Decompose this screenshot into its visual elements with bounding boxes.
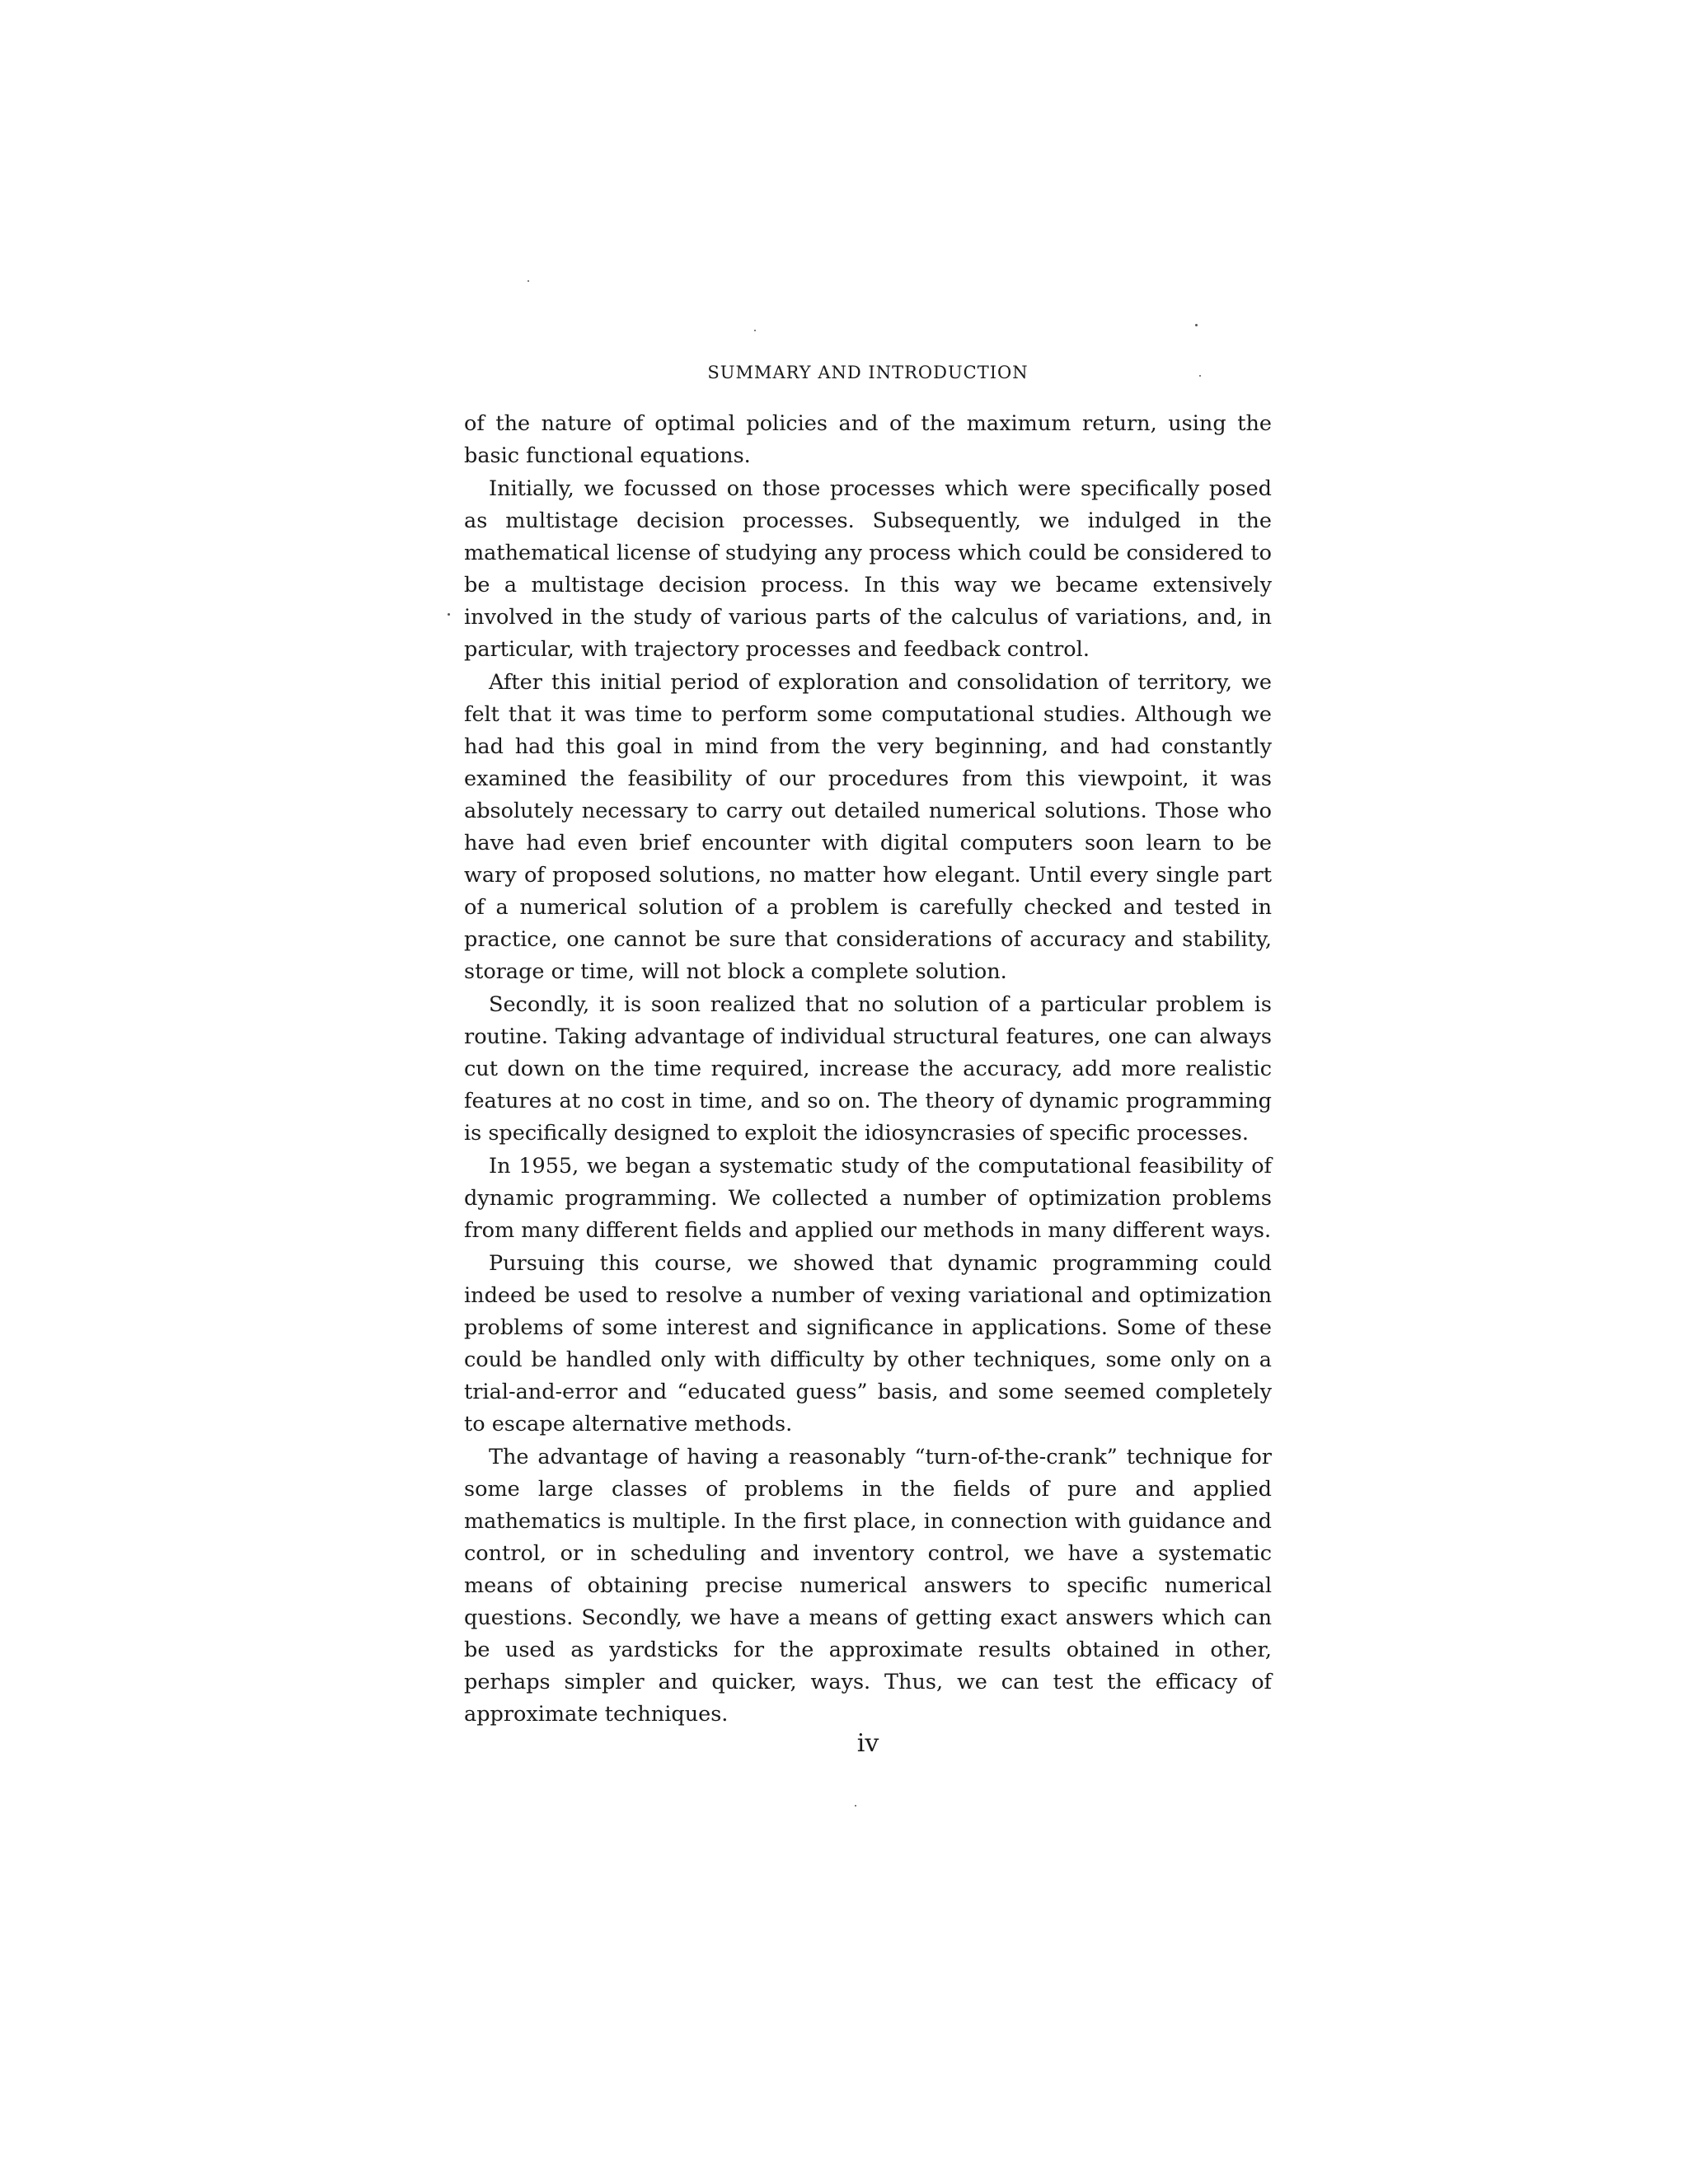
paragraph-in-1955: In 1955, we began a systematic study of the computational feasibility of dynamic programming. We collected a number of optimization problems from many different fields and applied our methods in many different ways. bbox=[464, 1154, 1272, 1243]
paragraph-secondly: Secondly, it is soon realized that no solution of a particular problem is routine. Taking advantage of individual structural features, one can always cut down on the time required, increase the accuracy, add more realistic features at no cost in time, and so on. The theory of dynamic programming is specifically designed to exploit the idiosyncrasies of specific processes. bbox=[464, 992, 1272, 1146]
paragraph-after-initial-period: After this initial period of exploration and consolidation of territory, we felt that it was time to perform some computational studies. Although we had had this goal in mind from the very beginning, and had constantly examined the feasibility of our procedures from this viewpoint, it was absolutely necessary to carry out detailed numerical solutions. Those who have had even brief encounter with digital computers soon learn to be wary of proposed solutions, no matter how elegant. Until every single part of a numerical solution of a problem is carefully checked and tested in practice, one cannot be sure that considerations of accuracy and stability, storage or time, will not block a complete solution. bbox=[464, 670, 1272, 984]
scan-speck bbox=[528, 280, 529, 282]
paragraph-advantage: The advantage of having a reasonably “turn-of-the-crank” technique for some large classes of problems in the fields of pure and applied mathematics is multiple. In the first place, in connection with guidance and control, or in scheduling and inventory control, we have a systematic means of obtaining precise numerical answers to specific numerical questions. Secondly, we have a means of getting exact answers which can be used as yardsticks for the approximate results obtained in other, perhaps simpler and quicker, ways. Thus, we can test the efficacy of approximate techniques. bbox=[464, 1445, 1272, 1727]
scan-speck bbox=[754, 330, 756, 331]
paragraph-initially: Initially, we focussed on those processes which were specifically posed as multistage decision processes. Subsequently, we indulged in the mathematical license of studying any process which could be considered to be a multistage decision process. In this way we became extensively involved in the study of various parts of the calculus of variations, and, in particular, with trajectory processes and feedback control. bbox=[464, 476, 1272, 662]
paragraph-pursuing: Pursuing this course, we showed that dynamic programming could indeed be used to resolve a number of vexing variational and optimization problems of some interest and significance in applications. Some of these could be handled only with difficulty by other techniques, some only on a trial-and-error and “educated guess” basis, and some seemed completely to escape alternative methods. bbox=[464, 1251, 1272, 1436]
scan-speck bbox=[448, 613, 450, 616]
page-number: iv bbox=[856, 1729, 879, 1758]
paragraph-continuation: of the nature of optimal policies and of the maximum return, using the basic functional equations. bbox=[464, 411, 1272, 468]
body-text bbox=[464, 408, 1272, 1732]
scan-speck bbox=[855, 1805, 856, 1807]
scan-speck bbox=[1199, 375, 1201, 377]
running-header: SUMMARY AND INTRODUCTION bbox=[707, 363, 1029, 382]
scan-speck bbox=[1195, 324, 1198, 326]
